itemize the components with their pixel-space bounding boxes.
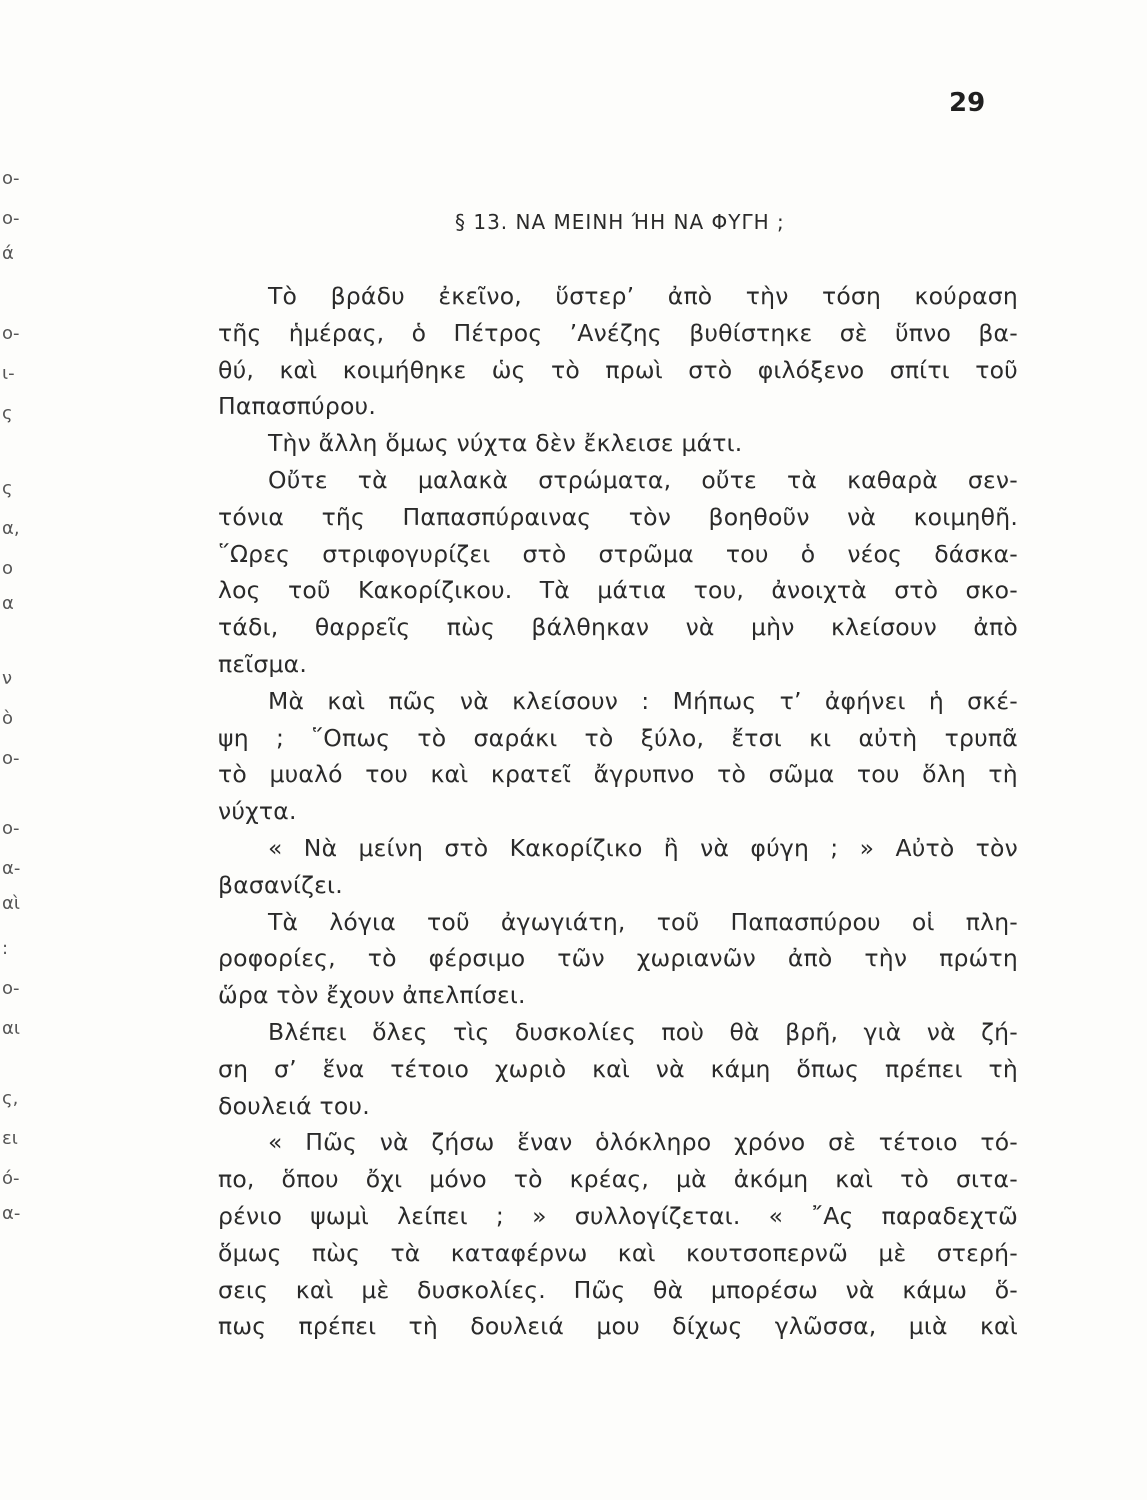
text-line: « Νὰ μείνη στὸ Κακορίζικο ἢ νὰ φύγη ; » Αὐτὸ τὸν xyxy=(268,833,1018,862)
margin-fragment: ο- xyxy=(2,748,20,769)
body-text xyxy=(218,278,1018,1345)
text-line: τάδι, θαρρεῖς πὼς βάλθηκαν νὰ μὴν κλείσουν ἀπὸ xyxy=(218,613,1018,642)
margin-fragment: α xyxy=(2,593,14,614)
text-line: Μὰ καὶ πῶς νὰ κλείσουν : Μήπως τ’ ἀφήνει ἡ σκέ- xyxy=(268,686,1018,715)
text-line: ψη ; ῞Οπως τὸ σαράκι τὸ ξύλο, ἔτσι κι αὐτὴ τρυπᾶ xyxy=(218,723,1018,752)
text-line: πως πρέπει τὴ δουλειά μου δίχως γλῶσσα, μιὰ καὶ xyxy=(218,1312,1018,1341)
text-line: λος τοῦ Κακορίζικου. Τὰ μάτια του, ἀνοιχτὰ στὸ σκο- xyxy=(218,576,1018,605)
text-line: τῆς ἡμέρας, ὁ Πέτρος ’Ανέζης βυθίστηκε σὲ ὕπνο βα- xyxy=(218,318,1018,347)
margin-fragment: α- xyxy=(2,858,21,879)
text-line: δουλειά του. xyxy=(218,1091,370,1120)
margin-fragment: α- xyxy=(2,1203,21,1224)
text-line: τὸ μυαλό του καὶ κρατεῖ ἄγρυπνο τὸ σῶμα του ὅλη τὴ xyxy=(218,760,1018,789)
margin-fragment: ὸ xyxy=(2,708,14,729)
text-line: « Πῶς νὰ ζήσω ἕναν ὁλόκληρο χρόνο σὲ τέτοιο τό- xyxy=(268,1128,1018,1157)
text-line: Τὸ βράδυ ἐκεῖνο, ὕστερ’ ἀπὸ τὴν τόση κούραση xyxy=(268,282,1018,310)
text-line: ὅμως πὼς τὰ καταφέρνω καὶ κουτσοπερνῶ μὲ στερή- xyxy=(218,1238,1018,1267)
text-line: ὥρα τὸν ἔχουν ἀπελπίσει. xyxy=(218,981,526,1010)
text-line: Βλέπει ὅλες τὶς δυσκολίες ποὺ θὰ βρῆ, γιὰ νὰ ζή- xyxy=(268,1017,1018,1046)
margin-fragment: ο- xyxy=(2,818,20,839)
text-line: πεῖσμα. xyxy=(218,649,308,678)
page-number: 29 xyxy=(949,88,986,118)
margin-fragment: αι xyxy=(2,1018,20,1039)
chapter-title: § 13. ΝΑ ΜΕΙΝΗ ΉΗ ΝΑ ΦΥΓΗ ; xyxy=(455,210,785,234)
text-line: ροφορίες, τὸ φέρσιμο τῶν χωριανῶν ἀπὸ τὴν πρώτη xyxy=(218,944,1018,973)
margin-fragment: ς, xyxy=(2,1088,19,1109)
text-line: βασανίζει. xyxy=(218,870,343,899)
margin-fragment: ς xyxy=(2,478,13,499)
text-line: Παπασπύρου. xyxy=(218,392,377,421)
margin-fragment: : xyxy=(2,938,9,959)
margin-fragment: ι- xyxy=(2,363,15,384)
margin-fragment: ο- xyxy=(2,323,20,344)
margin-fragment: ει xyxy=(2,1128,18,1149)
margin-fragment: α, xyxy=(2,518,20,539)
margin-fragment: ο- xyxy=(2,168,20,189)
margin-fragment: ο xyxy=(2,558,14,579)
margin-fragment: ό- xyxy=(2,1168,20,1189)
margin-fragment: ς xyxy=(2,403,13,424)
margin-fragment: ο- xyxy=(2,978,20,999)
margin-fragment: ν xyxy=(2,668,13,689)
text-line: πο, ὅπου ὄχι μόνο τὸ κρέας, μὰ ἀκόμη καὶ τὸ σιτα- xyxy=(218,1165,1018,1194)
text-line: νύχτα. xyxy=(218,797,297,826)
margin-fragment: ά xyxy=(2,243,14,264)
text-line: θύ, καὶ κοιμήθηκε ὡς τὸ πρωὶ στὸ φιλόξενο σπίτι τοῦ xyxy=(218,355,1018,384)
text-line: ρένιο ψωμὶ λείπει ; » συλλογίζεται. « ῎Ας παραδεχτῶ xyxy=(218,1201,1018,1230)
margin-fragment: αὶ xyxy=(2,893,20,914)
margin-fragment: ο- xyxy=(2,208,20,229)
text-line: Τὴν ἄλλη ὅμως νύχτα δὲν ἔκλεισε μάτι. xyxy=(268,429,743,458)
text-line: σεις καὶ μὲ δυσκολίες. Πῶς θὰ μπορέσω νὰ κάμω ὅ- xyxy=(218,1275,1018,1304)
text-line: ῞Ωρες στριφογυρίζει στὸ στρῶμα του ὁ νέος δάσκα- xyxy=(218,539,1018,568)
text-line: Οὔτε τὰ μαλακὰ στρώματα, οὔτε τὰ καθαρὰ σεν- xyxy=(268,465,1018,494)
text-line: τόνια τῆς Παπασπύραινας τὸν βοηθοῦν νὰ κοιμηθῆ. xyxy=(218,502,1018,531)
text-line: Τὰ λόγια τοῦ ἀγωγιάτη, τοῦ Παπασπύρου οἱ πλη- xyxy=(268,907,1018,936)
text-line: ση σ’ ἕνα τέτοιο χωριὸ καὶ νὰ κάμη ὅπως πρέπει τὴ xyxy=(218,1054,1018,1083)
